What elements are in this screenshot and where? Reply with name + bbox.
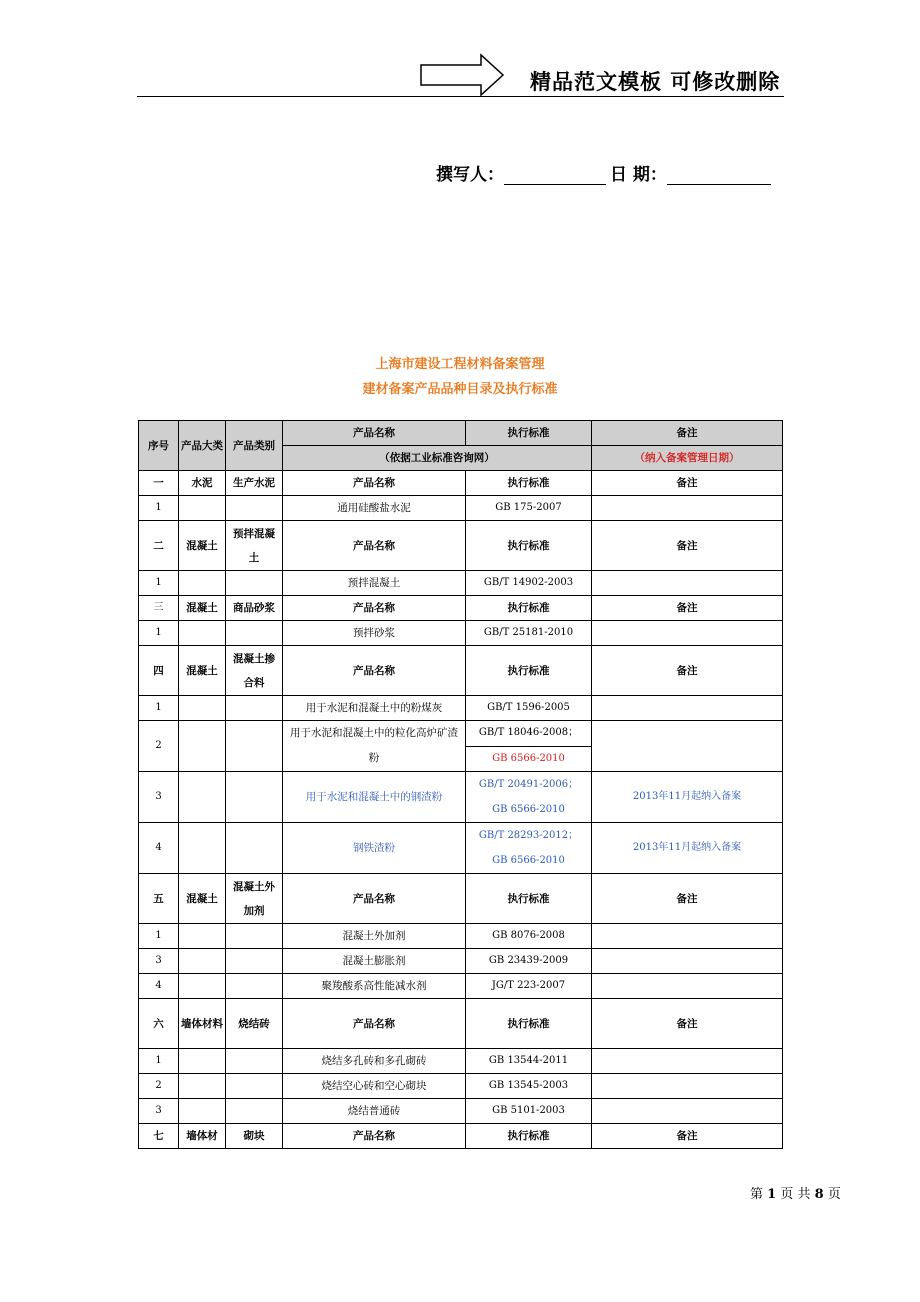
row-name: 聚羧酸系高性能减水剂 (283, 974, 466, 999)
row-no: 1 (139, 924, 179, 949)
date-label: 日 期： (610, 165, 667, 185)
section-remark-head: 备注 (592, 1124, 783, 1149)
row-major (179, 1074, 226, 1099)
row-major (179, 721, 226, 772)
section-category: 商品砂浆 (226, 596, 283, 621)
col-name-note: （依据工业标准咨询网） (283, 446, 592, 471)
row-no: 4 (139, 974, 179, 999)
row-remark (592, 924, 783, 949)
row-standard: GB/T 18046-2008； (466, 721, 592, 747)
row-standard (466, 823, 592, 874)
section-remark-head: 备注 (592, 874, 783, 924)
footer-suffix: 页 (827, 1187, 841, 1202)
row-category (226, 949, 283, 974)
row-category (226, 696, 283, 721)
section-category: 烧结砖 (226, 999, 283, 1049)
section-std-head: 执行标准 (466, 521, 592, 571)
row-standard: GB 13544-2011 (466, 1049, 592, 1074)
row-remark: 2013年11月起纳入备案 (592, 823, 783, 874)
section-major: 混凝土 (179, 646, 226, 696)
row-major (179, 974, 226, 999)
row-name: 预拌混凝土 (283, 571, 466, 596)
row-name: 用于水泥和混凝土中的钢渣粉 (283, 772, 466, 823)
row-category (226, 571, 283, 596)
row-major (179, 571, 226, 596)
col-seq: 序号 (139, 421, 179, 471)
section-name-head: 产品名称 (283, 471, 466, 496)
row-category (226, 772, 283, 823)
row-major (179, 772, 226, 823)
row-remark (592, 1049, 783, 1074)
section-category: 混凝土外加剂 (226, 874, 283, 924)
row-no: 1 (139, 496, 179, 521)
section-remark-head: 备注 (592, 471, 783, 496)
table-row (139, 1049, 783, 1074)
section-major: 混凝土 (179, 596, 226, 621)
row-no: 1 (139, 571, 179, 596)
page-number: 1 (767, 1187, 777, 1202)
footer-prefix: 第 (750, 1187, 764, 1202)
section-no: 七 (139, 1124, 179, 1149)
row-remark (592, 571, 783, 596)
row-no: 3 (139, 949, 179, 974)
row-major (179, 1049, 226, 1074)
row-name: 通用硅酸盐水泥 (283, 496, 466, 521)
table-row (139, 772, 783, 823)
row-name: 混凝土膨胀剂 (283, 949, 466, 974)
section-std-head: 执行标准 (466, 471, 592, 496)
col-category: 产品类别 (226, 421, 283, 471)
section-major: 水泥 (179, 471, 226, 496)
row-major (179, 496, 226, 521)
row-major (179, 949, 226, 974)
row-no: 2 (139, 721, 179, 772)
section-no: 三 (139, 596, 179, 621)
row-no: 3 (139, 772, 179, 823)
row-category (226, 621, 283, 646)
table-row (139, 823, 783, 874)
author-label: 撰写人： (436, 165, 504, 185)
row-standard-secondary: GB 6566-2010 (492, 855, 565, 866)
row-major (179, 1099, 226, 1124)
section-std-head: 执行标准 (466, 874, 592, 924)
section-category: 砌块 (226, 1124, 283, 1149)
section-row (139, 999, 783, 1049)
table-row (139, 621, 783, 646)
col-standard: 执行标准 (466, 421, 592, 446)
row-category (226, 496, 283, 521)
section-major: 墙体材料 (179, 999, 226, 1049)
arrow-icon (419, 53, 505, 97)
table-row (139, 721, 783, 747)
row-standard: GB/T 14902-2003 (466, 571, 592, 596)
section-std-head: 执行标准 (466, 596, 592, 621)
row-standard: GB 5101-2003 (466, 1099, 592, 1124)
row-major (179, 823, 226, 874)
section-name-head: 产品名称 (283, 874, 466, 924)
row-standard: GB 13545-2003 (466, 1074, 592, 1099)
row-standard: JG/T 223-2007 (466, 974, 592, 999)
section-name-head: 产品名称 (283, 999, 466, 1049)
row-no: 1 (139, 1049, 179, 1074)
row-no: 1 (139, 621, 179, 646)
row-name: 烧结普通砖 (283, 1099, 466, 1124)
row-standard-secondary: GB 6566-2010 (466, 746, 592, 772)
row-category (226, 1049, 283, 1074)
table-row (139, 496, 783, 521)
section-category: 预拌混凝土 (226, 521, 283, 571)
section-std-head: 执行标准 (466, 999, 592, 1049)
section-category: 混凝土掺合料 (226, 646, 283, 696)
row-remark (592, 496, 783, 521)
footer-middle: 页 共 (780, 1187, 811, 1202)
row-standard-primary: GB/T 28293-2012； (478, 830, 579, 841)
col-major: 产品大类 (179, 421, 226, 471)
table-row (139, 696, 783, 721)
page-total: 8 (814, 1187, 824, 1202)
row-remark: 2013年11月起纳入备案 (592, 772, 783, 823)
row-remark (592, 696, 783, 721)
section-remark-head: 备注 (592, 999, 783, 1049)
section-row (139, 471, 783, 496)
section-no: 五 (139, 874, 179, 924)
section-no: 四 (139, 646, 179, 696)
section-remark-head: 备注 (592, 646, 783, 696)
row-category (226, 823, 283, 874)
row-category (226, 974, 283, 999)
row-remark (592, 1099, 783, 1124)
row-category (226, 721, 283, 772)
row-category (226, 1074, 283, 1099)
row-name: 预拌砂浆 (283, 621, 466, 646)
author-blank[interactable] (504, 166, 606, 185)
section-major: 墙体材 (179, 1124, 226, 1149)
row-standard: GB/T 1596-2005 (466, 696, 592, 721)
section-no: 二 (139, 521, 179, 571)
section-row (139, 596, 783, 621)
product-table (138, 420, 783, 1149)
section-no: 六 (139, 999, 179, 1049)
row-standard: GB 23439-2009 (466, 949, 592, 974)
row-category (226, 924, 283, 949)
table-row (139, 924, 783, 949)
doc-title-line1: 上海市建设工程材料备案管理 (375, 357, 545, 372)
row-major (179, 924, 226, 949)
table-row (139, 1099, 783, 1124)
section-std-head: 执行标准 (466, 1124, 592, 1149)
col-name: 产品名称 (283, 421, 466, 446)
row-remark (592, 721, 783, 772)
section-row (139, 521, 783, 571)
section-std-head: 执行标准 (466, 646, 592, 696)
row-remark (592, 949, 783, 974)
header-divider (137, 96, 784, 97)
section-name-head: 产品名称 (283, 646, 466, 696)
row-name: 钢铁渣粉 (283, 823, 466, 874)
col-remark-note: （纳入备案管理日期） (592, 446, 783, 471)
row-name: 烧结空心砖和空心砌块 (283, 1074, 466, 1099)
row-category (226, 1099, 283, 1124)
section-no: 一 (139, 471, 179, 496)
table-row (139, 974, 783, 999)
section-row (139, 1124, 783, 1149)
row-standard: GB/T 25181-2010 (466, 621, 592, 646)
date-blank[interactable] (667, 166, 771, 185)
section-row (139, 646, 783, 696)
row-standard: GB 8076-2008 (466, 924, 592, 949)
row-standard: GB 175-2007 (466, 496, 592, 521)
section-major: 混凝土 (179, 521, 226, 571)
section-remark-head: 备注 (592, 521, 783, 571)
row-remark (592, 974, 783, 999)
row-standard-primary: GB/T 20491-2006； (478, 779, 579, 790)
header-title: 精品范文模板 可修改删除 (530, 70, 781, 94)
row-standard (466, 772, 592, 823)
section-name-head: 产品名称 (283, 1124, 466, 1149)
row-major (179, 696, 226, 721)
section-name-head: 产品名称 (283, 596, 466, 621)
row-name: 混凝土外加剂 (283, 924, 466, 949)
table-header-row (139, 421, 783, 446)
row-name: 用于水泥和混凝土中的粒化高炉矿渣粉 (283, 721, 466, 772)
row-no: 3 (139, 1099, 179, 1124)
page-footer (750, 1183, 841, 1202)
section-category: 生产水泥 (226, 471, 283, 496)
section-row (139, 874, 783, 924)
col-remark: 备注 (592, 421, 783, 446)
table-row (139, 1074, 783, 1099)
table-row (139, 571, 783, 596)
table-row (139, 949, 783, 974)
section-major: 混凝土 (179, 874, 226, 924)
row-major (179, 621, 226, 646)
row-no: 4 (139, 823, 179, 874)
row-remark (592, 621, 783, 646)
row-remark (592, 1074, 783, 1099)
row-name: 烧结多孔砖和多孔砌砖 (283, 1049, 466, 1074)
section-remark-head: 备注 (592, 596, 783, 621)
writer-line (436, 160, 771, 185)
doc-title-line2: 建材备案产品品种目录及执行标准 (362, 382, 558, 397)
row-no: 2 (139, 1074, 179, 1099)
row-no: 1 (139, 696, 179, 721)
row-standard-secondary: GB 6566-2010 (492, 804, 565, 815)
row-name: 用于水泥和混凝土中的粉煤灰 (283, 696, 466, 721)
section-name-head: 产品名称 (283, 521, 466, 571)
